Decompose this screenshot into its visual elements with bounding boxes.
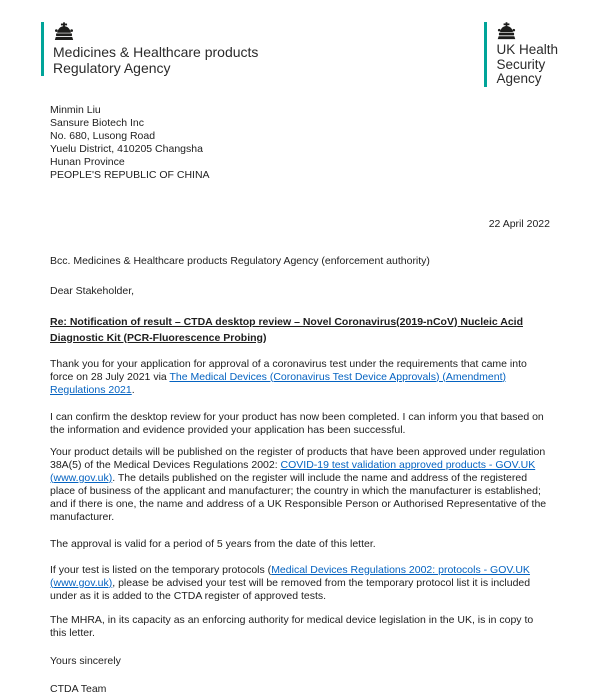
paragraph-confirmation: I can confirm the desktop review for your product has now been completed. I can inform you that based on the information and evidence provided your application has been successful. [50,410,544,436]
mhra-logo-line2: Regulatory Agency [53,60,171,76]
crown-icon [496,22,517,40]
paragraph-text: . [131,383,135,396]
letter-header [0,0,600,87]
link-approved-products[interactable]: COVID-19 test validation approved products - GOV.UK (www.gov.uk) [50,458,536,484]
recipient-address [50,104,600,182]
recipient-line: Sansure Biotech Inc [50,116,144,129]
ukhsa-logo-line1: UK Health [496,42,558,57]
signature: CTDA Team [50,682,107,695]
paragraph-text: Thank you for your application for approval of a coronavirus test under the requirements that came into force on 28 July 2021 via [50,357,527,383]
crown-icon [53,22,75,41]
recipient-line: Yuelu District, 410205 Changsha [50,142,203,155]
recipient-line: Minmin Liu [50,103,101,116]
recipient-line: No. 680, Lusong Road [50,129,156,142]
ukhsa-logo-bar [484,22,487,87]
paragraph-approval-validity: The approval is valid for a period of 5 years from the date of this letter. [50,537,376,550]
link-ctda-regulations[interactable]: The Medical Devices (Coronavirus Test Device Approvals) (Amendment) Regulations 2021 [50,370,506,396]
recipient-line: Hunan Province [50,155,125,168]
ukhsa-logo-line3: Agency [496,71,542,86]
paragraph-register [50,446,552,524]
bcc-line: Bcc. Medicines & Healthcare products Regulatory Agency (enforcement authority) [50,254,430,267]
recipient-line: PEOPLE'S REPUBLIC OF CHINA [50,168,210,181]
mhra-logo [41,22,258,76]
link-protocols[interactable]: Medical Devices Regulations 2002: protocols - GOV.UK (www.gov.uk) [50,563,530,589]
paragraph-text: , please be advised your test will be removed from the temporary protocol list it is included under as it is added to the CTDA register of approved tests. [50,576,531,602]
subject-heading: Re: Notification of result – CTDA desktop review – Novel Coronavirus(2019-nCoV) Nucleic Acid Diagnostic Kit (PCR-Fluorescence Probing) [50,315,523,344]
ukhsa-logo [484,22,558,87]
paragraph-temporary-protocols [50,564,552,603]
paragraph-text: . The details published on the register will include the name and address of the registered place of business of the applicant and manufacturer; the country in which the manufacturer is established; and if there is one, the name and address of a UK Responsible Person or Authorised Representative of the manufacturer. [50,471,547,523]
mhra-logo-line1: Medicines & Healthcare products [53,44,259,60]
paragraph-text: Your product details will be published on the register of products that have been approved under regulation 38A(5) of the Medical Devices Regulations 2002: [50,445,546,471]
salutation: Dear Stakeholder, [50,284,135,297]
paragraph-mhra-copy: The MHRA, in its capacity as an enforcing authority for medical device legislation in the UK, is in copy to this letter. [50,613,534,639]
ukhsa-logo-line2: Security [496,56,546,72]
paragraph-text: If your test is listed on the temporary protocols ( [50,563,272,576]
letter-date: 22 April 2022 [488,217,550,230]
paragraph-application [50,358,552,397]
mhra-logo-bar [41,22,44,76]
closing: Yours sincerely [50,654,121,667]
